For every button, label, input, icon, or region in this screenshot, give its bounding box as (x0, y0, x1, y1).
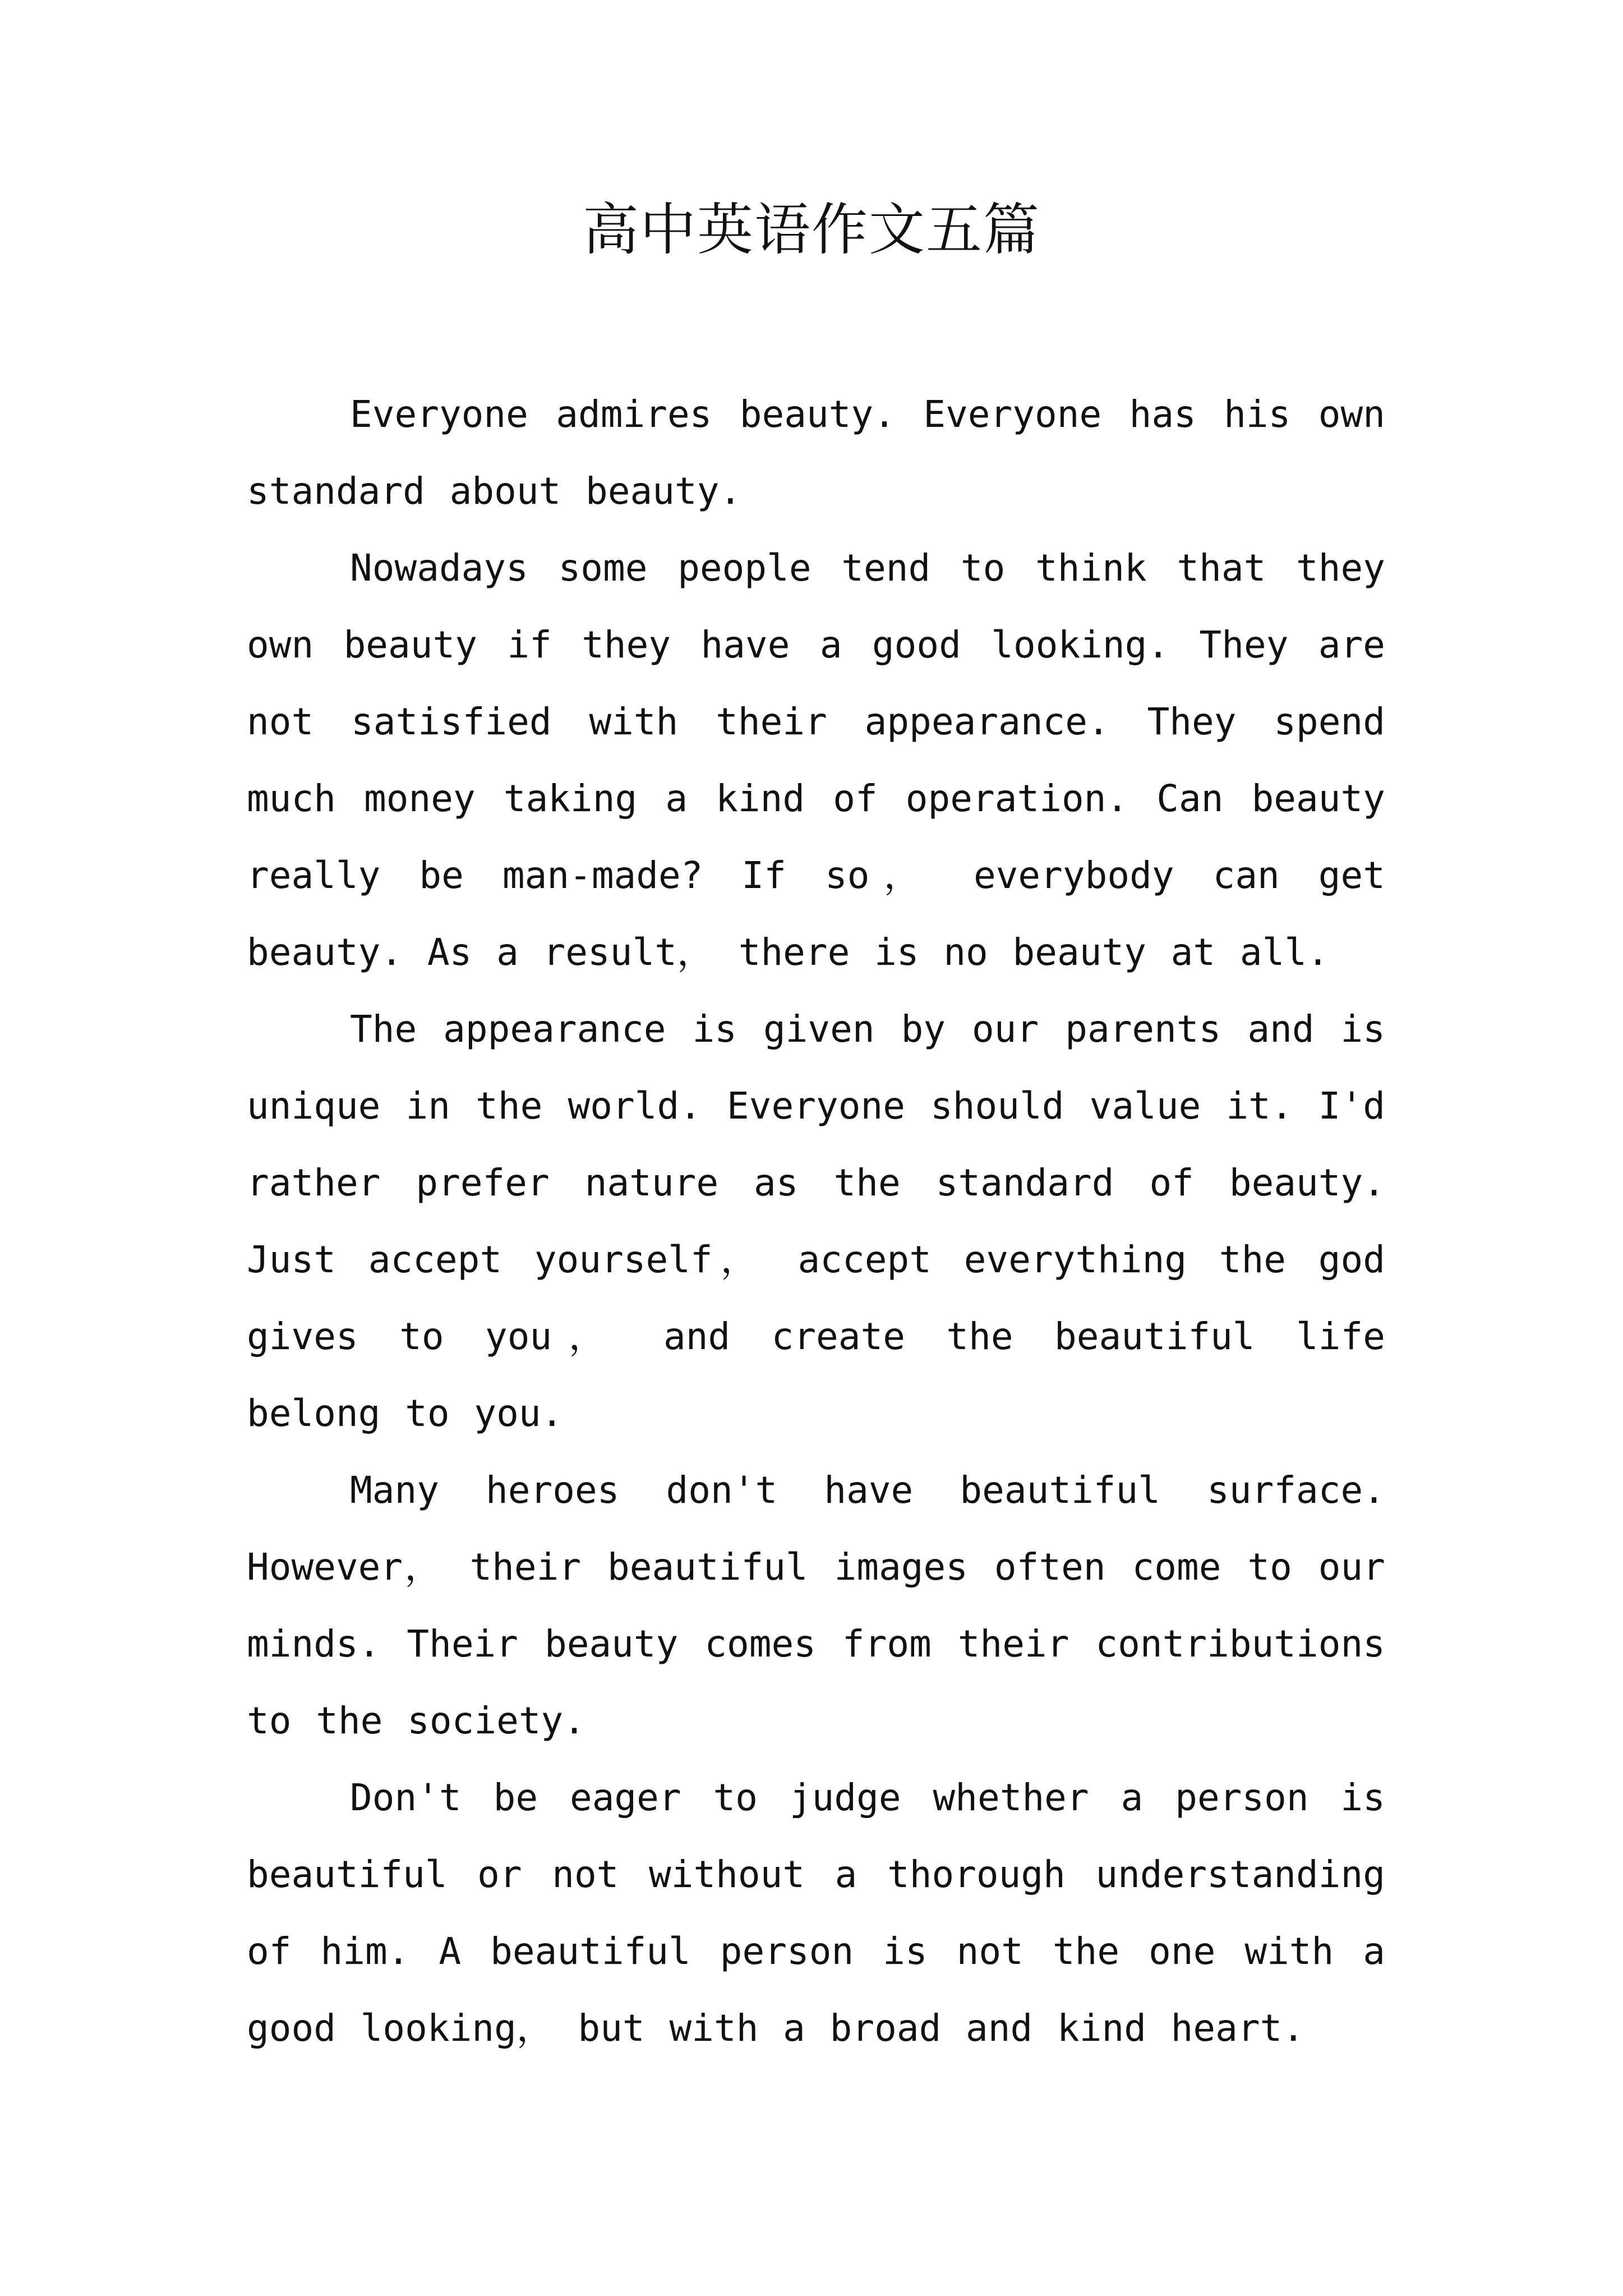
page-title: 高中英语作文五篇 (583, 197, 1040, 263)
paragraph-1: Everyone admires beauty. Everyone has his own standard about beauty. (247, 393, 1410, 513)
paragraph-4: Many heroes don't have beautiful surface. However， their beautiful images often come to our minds. Their beauty comes from their contributions to the society. (247, 1469, 1410, 1742)
paragraph-2: Nowadays some people tend to think that they own beauty if they have a good looking. They are not satisfied with their appearance. They spend much money taking a kind of operation. Can beauty really be man-made? If so， everybody can get beauty. As a result， there is no beauty at all. (247, 546, 1410, 974)
paragraph-5: Don't be eager to judge whether a person is beautiful or not without a thorough understanding of him. A beautiful person is not the one with a good looking， but with a broad and kind heart. (247, 1776, 1410, 2050)
essay-body (247, 376, 1410, 2067)
paragraph-3: The appearance is given by our parents and is unique in the world. Everyone should value it. I'd rather prefer nature as the standard of beauty. Just accept yourself， accept everything the god gives to you， and create the beautiful life belong to you. (247, 1007, 1410, 1435)
